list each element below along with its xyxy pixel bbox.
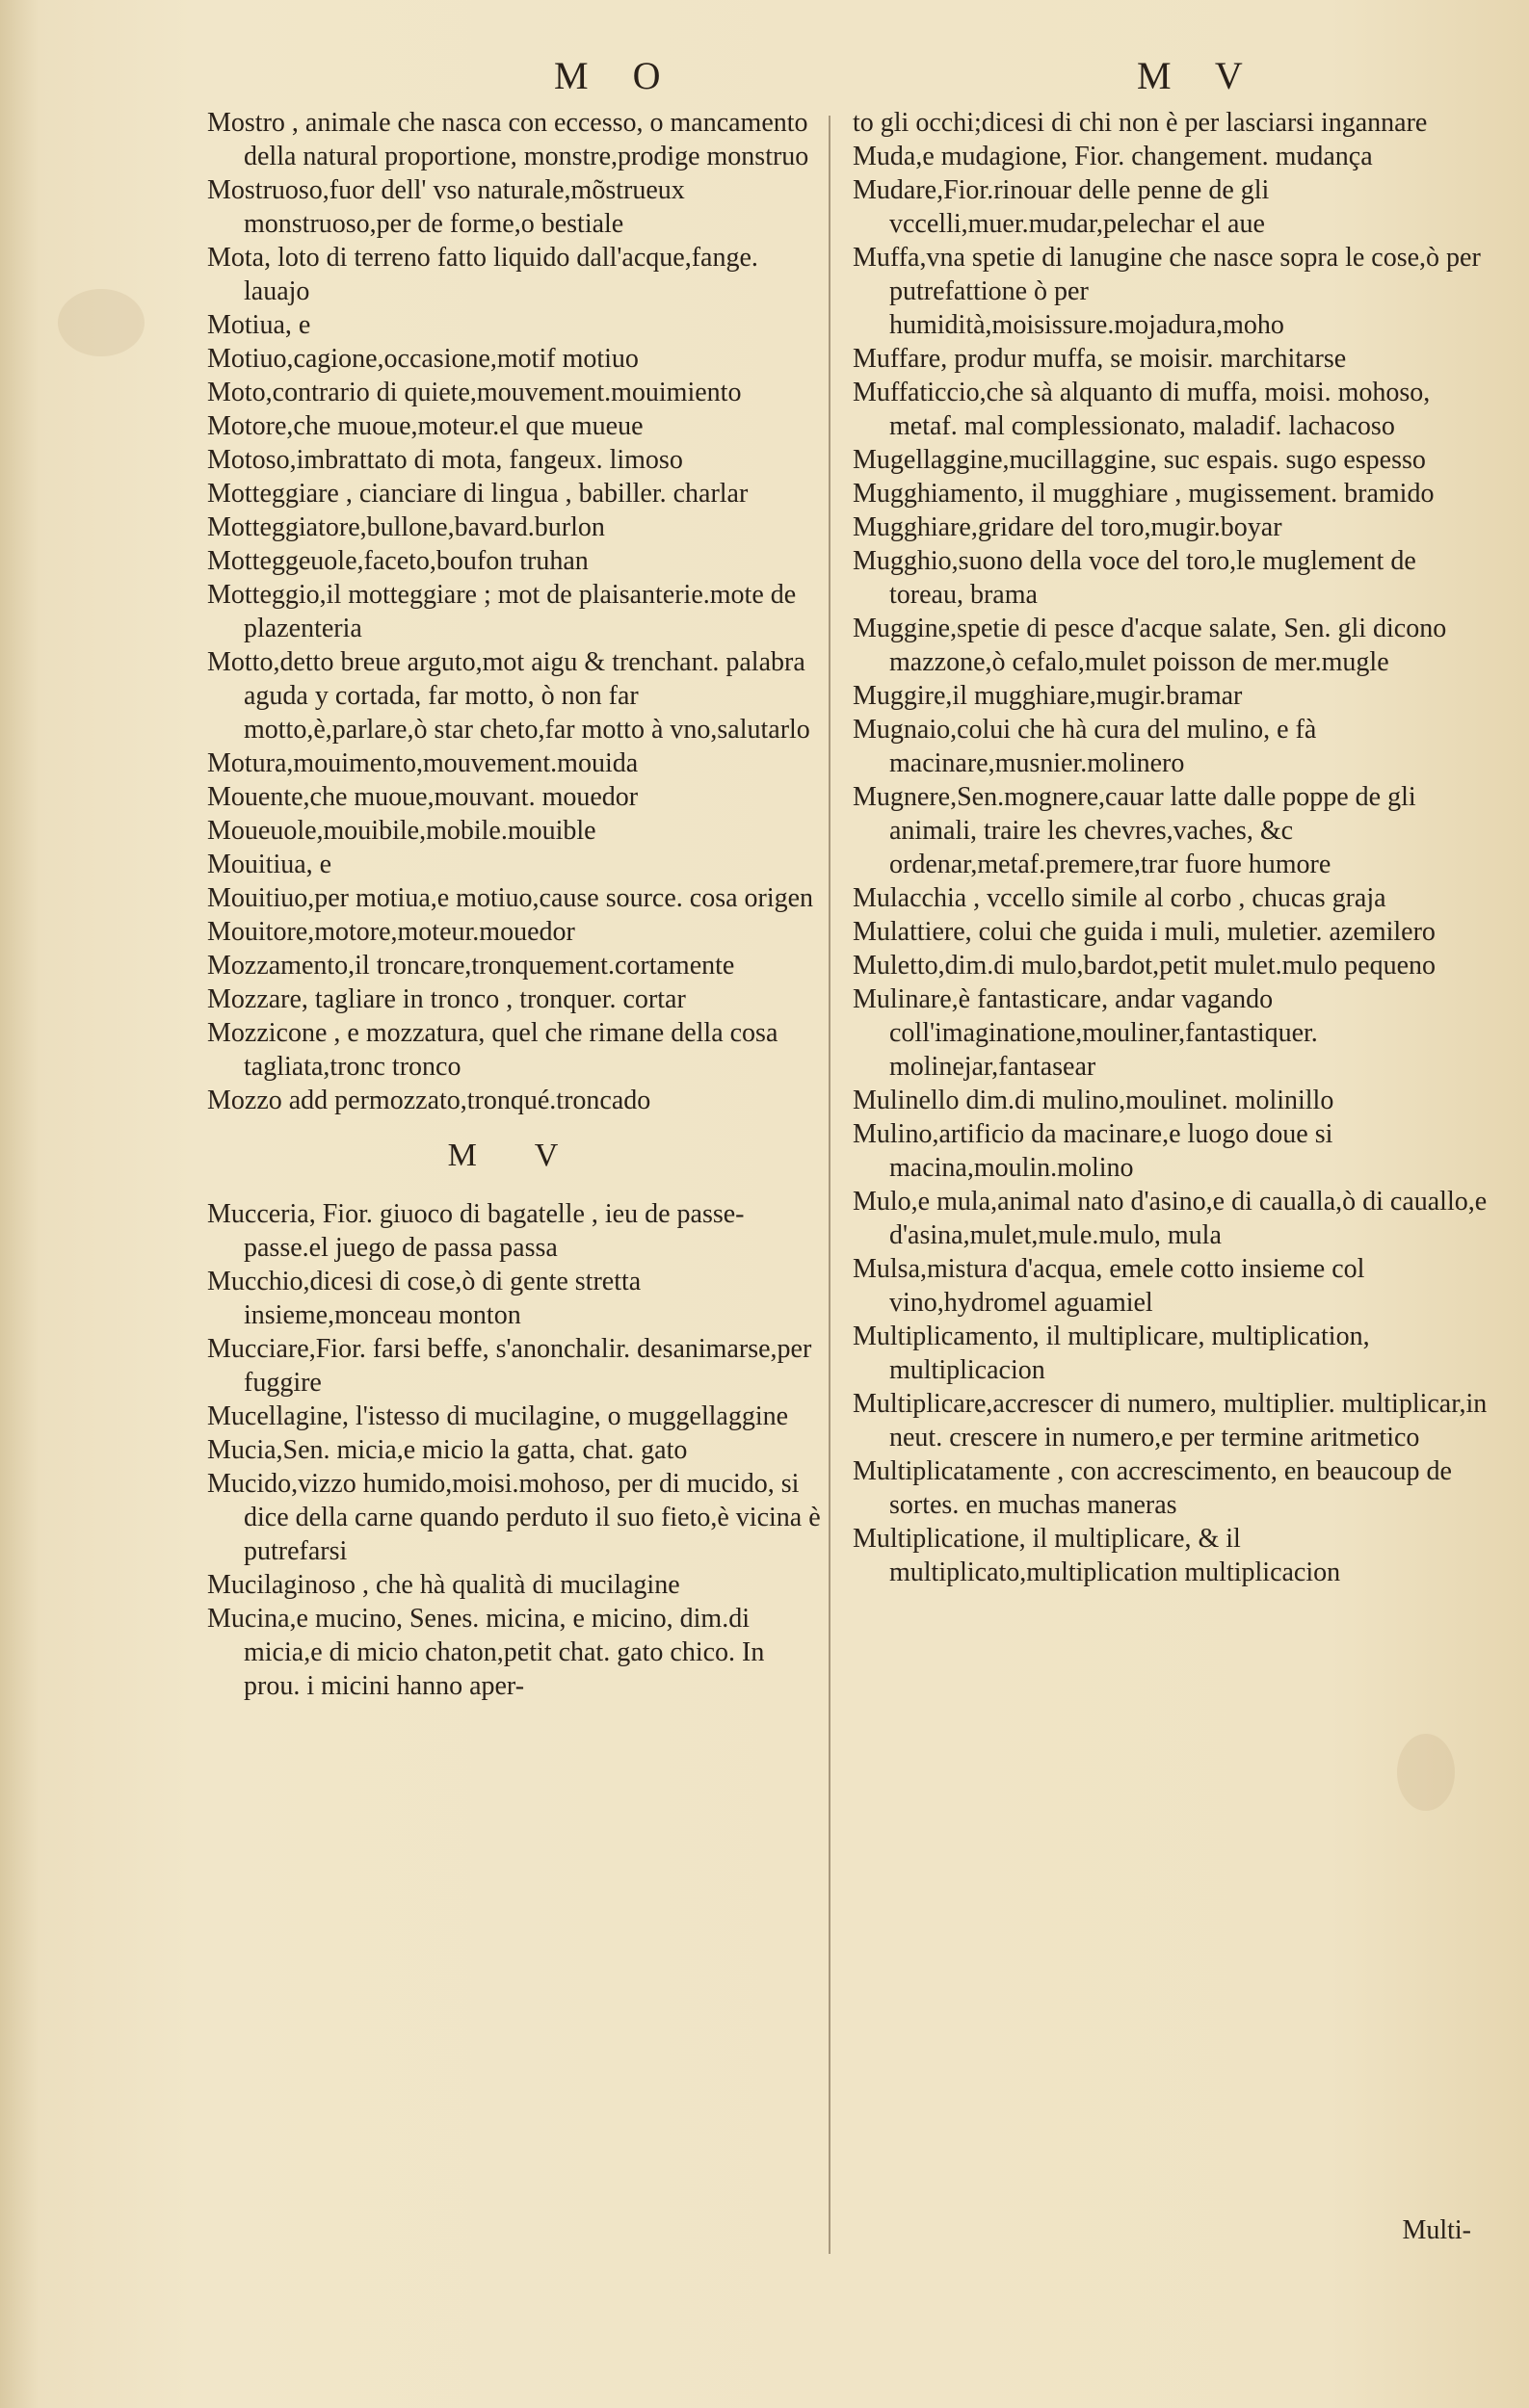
dictionary-entry: Mozzo add permozzato,tronqué.troncado xyxy=(207,1086,651,1115)
dictionary-entry: Mota, loto di terreno fatto liquido dall'acque,fange. lauajo xyxy=(207,243,758,306)
dictionary-entry: Mugghiamento, il mugghiare , mugissement. bramido xyxy=(853,479,1435,509)
dictionary-entry: Mozzare, tagliare in tronco , tronquer. cortar xyxy=(207,984,686,1014)
dictionary-entry: Muletto,dim.di mulo,bardot,petit mulet.mulo pequeno xyxy=(853,951,1437,981)
dictionary-entry: Motto,detto breue arguto,mot aigu & trenchant. palabra aguda y cortada, far motto, ò non far motto,è,parlare,ò star cheto,far motto à vno,salutarlo xyxy=(207,647,810,745)
header-left: M O xyxy=(554,54,678,97)
paper-stain xyxy=(58,289,145,356)
dictionary-entry: Mudare,Fior.rinouar delle penne de gli vccelli,muer.mudar,pelechar el aue xyxy=(853,175,1270,239)
dictionary-entry: Motteggiare , cianciare di lingua , babiller. charlar xyxy=(207,479,749,509)
dictionary-entry: Multiplicatamente , con accrescimento, en beaucoup de sortes. en muchas maneras xyxy=(853,1456,1452,1520)
dictionary-entry: Mugghio,suono della voce del toro,le muglement de toreau, brama xyxy=(853,546,1416,610)
dictionary-entry: Muffaticcio,che sà alquanto di muffa, moisi. mohoso, metaf. mal complessionato, maladif. lachacoso xyxy=(853,378,1431,441)
dictionary-entry: Mucido,vizzo humido,moisi.mohoso, per di mucido, si dice della carne quando perduto il suo fieto,è vicina è putrefarsi xyxy=(207,1469,821,1566)
running-header xyxy=(0,53,1529,111)
dictionary-entry: Mouente,che muoue,mouvant. mouedor xyxy=(207,782,639,812)
dictionary-entry: Mostro , animale che nasca con eccesso, o mancamento della natural proportione, monstre,prodige monstruo xyxy=(207,108,809,171)
dictionary-entry: Mozzicone , e mozzatura, quel che rimane della cosa tagliata,tronc tronco xyxy=(207,1018,778,1082)
dictionary-entry: Mouitiua, e xyxy=(207,850,332,879)
left-entries-bottom xyxy=(207,1197,824,1703)
dictionary-entry: Mulo,e mula,animal nato d'asino,e di caualla,ò di cauallo,e d'asina,mulet,mule.mulo, mula xyxy=(853,1187,1488,1250)
dictionary-entry: Multiplicamento, il multiplicare, multiplication, multiplicacion xyxy=(853,1322,1370,1385)
dictionary-entry: Mulattiere, colui che guida i muli, muletier. azemilero xyxy=(853,917,1436,947)
dictionary-entry: Moto,contrario di quiete,mouvement.mouimiento xyxy=(207,378,742,407)
dictionary-entry: Muffare, produr muffa, se moisir. marchitarse xyxy=(853,344,1347,374)
paper-stain xyxy=(1397,1734,1455,1811)
section-subhead: M V xyxy=(447,1138,584,1173)
dictionary-entry: Mouitiuo,per motiua,e motiuo,cause source. cosa origen xyxy=(207,883,814,913)
dictionary-entry: Mulino,artificio da macinare,e luogo doue si macina,moulin.molino xyxy=(853,1119,1333,1183)
dictionary-entry: Motiua, e xyxy=(207,310,311,340)
dictionary-entry: Multiplicatione, il multiplicare, & il multiplicato,multiplication multiplicacion xyxy=(853,1524,1341,1587)
dictionary-entry: Mucciare,Fior. farsi beffe, s'anonchalir. desanimarse,per fuggire xyxy=(207,1334,812,1398)
dictionary-entry: Muffa,vna spetie di lanugine che nasce sopra le cose,ò per putrefattione ò per humidità,moisissure.mojadura,moho xyxy=(853,243,1481,340)
dictionary-entry: Mucina,e mucino, Senes. micina, e micino, dim.di micia,e di micio chaton,petit chat. gato chico. In prou. i micini hanno aper- xyxy=(207,1604,765,1701)
dictionary-entry: Mucceria, Fior. giuoco di bagatelle , ieu de passe-passe.el juego de passa passa xyxy=(207,1199,745,1263)
left-column xyxy=(207,106,824,1703)
dictionary-entry: Mugnaio,colui che hà cura del mulino, e fà macinare,musnier.molinero xyxy=(853,715,1317,778)
column-divider xyxy=(829,116,830,2254)
dictionary-entry: Mulinare,è fantasticare, andar vagando coll'imaginatione,mouliner,fantastiquer. molinejar,fantasear xyxy=(853,984,1318,1082)
dictionary-entry: Mucilaginoso , che hà qualità di mucilagine xyxy=(207,1570,680,1600)
dictionary-entry: Motteggiatore,bullone,bavard.burlon xyxy=(207,512,605,542)
dictionary-entry: Motore,che muoue,moteur.el que mueue xyxy=(207,411,644,441)
dictionary-entry: Mulsa,mistura d'acqua, emele cotto insieme col vino,hydromel aguamiel xyxy=(853,1254,1365,1318)
right-column xyxy=(853,106,1489,1589)
dictionary-entry: Motiuo,cagione,occasione,motif motiuo xyxy=(207,344,639,374)
header-right: M V xyxy=(1137,54,1260,97)
dictionary-entry: Motoso,imbrattato di mota, fangeux. limoso xyxy=(207,445,683,475)
left-entries-top xyxy=(207,106,824,1117)
dictionary-entry: Mostruoso,fuor dell' vso naturale,mõstrueux monstruoso,per de forme,o bestiale xyxy=(207,175,685,239)
dictionary-entry: Multiplicare,accrescer di numero, multiplier. multiplicar,in neut. crescere in numero,e per termine aritmetico xyxy=(853,1389,1488,1453)
dictionary-entry: Mucia,Sen. micia,e micio la gatta, chat. gato xyxy=(207,1435,688,1465)
dictionary-entry: Mozzamento,il troncare,tronquement.cortamente xyxy=(207,951,735,981)
dictionary-entry: Motteggeuole,faceto,boufon truhan xyxy=(207,546,589,576)
dictionary-entry: to gli occhi;dicesi di chi non è per lasciarsi ingannare xyxy=(853,108,1428,138)
dictionary-entry: Moueuole,mouibile,mobile.mouible xyxy=(207,816,596,846)
dictionary-entry: Mugghiare,gridare del toro,mugir.boyar xyxy=(853,512,1282,542)
dictionary-entry: Muda,e mudagione, Fior. changement. mudança xyxy=(853,142,1373,171)
dictionary-entry: Motura,mouimento,mouvement.mouida xyxy=(207,748,639,778)
dictionary-entry: Motteggio,il motteggiare ; mot de plaisanterie.mote de plazenteria xyxy=(207,580,797,643)
dictionary-entry: Mugellaggine,mucillaggine, suc espais. sugo espesso xyxy=(853,445,1426,475)
catchword: Multi- xyxy=(1402,2215,1471,2245)
dictionary-entry: Muggire,il mugghiare,mugir.bramar xyxy=(853,681,1243,711)
dictionary-entry: Mugnere,Sen.mognere,cauar latte dalle poppe de gli animali, traire les chevres,vaches, &c ordenar,metaf.premere,trar fuore humore xyxy=(853,782,1416,879)
dictionary-entry: Mulinello dim.di mulino,moulinet. molinillo xyxy=(853,1086,1334,1115)
dictionary-entry: Mouitore,motore,moteur.mouedor xyxy=(207,917,575,947)
right-entries xyxy=(853,106,1489,1589)
dictionary-entry: Mucchio,dicesi di cose,ò di gente stretta insieme,monceau monton xyxy=(207,1267,642,1330)
dictionary-entry: Muggine,spetie di pesce d'acque salate, Sen. gli dicono mazzone,ò cefalo,mulet poisson de mer.mugle xyxy=(853,614,1447,677)
dictionary-entry: Mucellagine, l'istesso di mucilagine, o muggellaggine xyxy=(207,1401,789,1431)
dictionary-entry: Mulacchia , vccello simile al corbo , chucas graja xyxy=(853,883,1386,913)
